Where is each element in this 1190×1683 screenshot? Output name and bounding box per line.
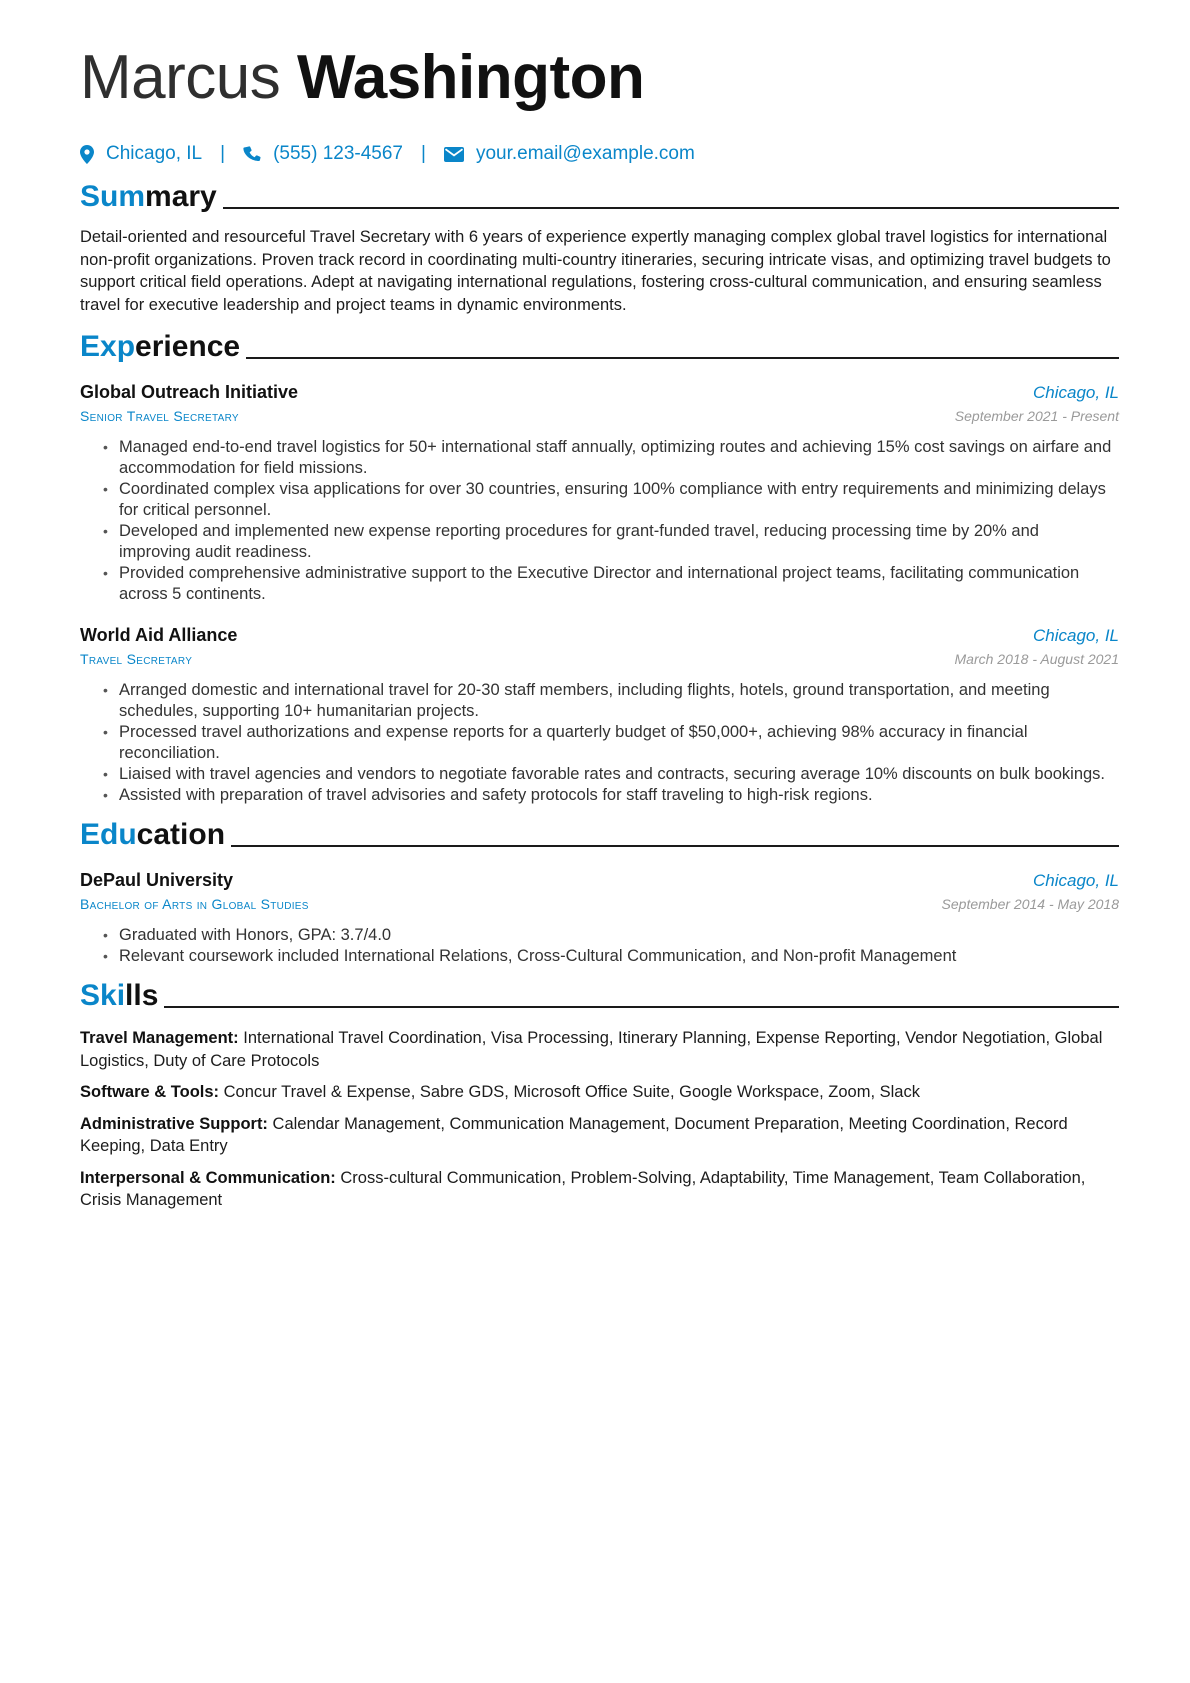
bullet-item: • Provided comprehensive administrative support to the Executive Director and international project teams, facilitating communication across 5 continents. bbox=[119, 563, 1119, 605]
job-location: Chicago, IL bbox=[1033, 626, 1119, 645]
skill-value: Calendar Management, Communication Management, Document Preparation, Meeting Coordination, Record Keeping, Data Entry bbox=[80, 1114, 1068, 1155]
section-title: Skills bbox=[80, 979, 159, 1012]
first-name: Marcus bbox=[80, 43, 281, 112]
skill-label: Interpersonal & Communication: bbox=[80, 1168, 336, 1187]
job-role: Travel Secretary bbox=[80, 651, 193, 667]
location-text: Chicago, IL bbox=[106, 143, 203, 164]
school-location: Chicago, IL bbox=[1033, 871, 1119, 890]
skill-label: Travel Management: bbox=[80, 1029, 239, 1047]
map-marker-icon bbox=[80, 145, 94, 164]
summary-heading bbox=[80, 178, 1119, 216]
education-dates: September 2014 - May 2018 bbox=[941, 896, 1119, 912]
section-rule bbox=[246, 357, 1119, 359]
bullet-item: • Liaised with travel agencies and vendors to negotiate favorable rates and contracts, securing average 10% discounts on bulk bookings. bbox=[119, 764, 1119, 785]
job-dates: September 2021 - Present bbox=[954, 408, 1119, 424]
contact-email[interactable] bbox=[444, 143, 695, 165]
job-bullets bbox=[80, 680, 1119, 806]
bullet-item: • Processed travel authorizations and expense reports for a quarterly budget of $50,000+, achieving 98% accuracy in financial reconciliation. bbox=[119, 722, 1119, 764]
bullet-item: • Developed and implemented new expense reporting procedures for grant-funded travel, reducing processing time by 20% and improving audit readiness. bbox=[119, 521, 1119, 563]
job-organization: World Aid Alliance bbox=[80, 625, 238, 645]
skill-line bbox=[80, 1027, 1119, 1072]
skill-label: Administrative Support: bbox=[80, 1114, 268, 1133]
bullet-item: • Assisted with preparation of travel advisories and safety protocols for staff traveling to high-risk regions. bbox=[119, 785, 1119, 806]
skill-line bbox=[80, 1081, 1119, 1104]
candidate-name bbox=[80, 38, 1119, 118]
bullet-item: • Relevant coursework included International Relations, Cross-Cultural Communication, and Non-profit Management bbox=[119, 946, 1119, 967]
section-title: Education bbox=[80, 818, 226, 851]
skill-label: Software & Tools: bbox=[80, 1083, 220, 1101]
job-role: Senior Travel Secretary bbox=[80, 408, 239, 424]
job-organization: Global Outreach Initiative bbox=[80, 382, 299, 402]
bullet-item: • Graduated with Honors, GPA: 3.7/4.0 bbox=[119, 925, 1119, 946]
education-bullets bbox=[80, 925, 1119, 967]
section-rule bbox=[164, 1006, 1119, 1008]
skill-value: Concur Travel & Expense, Sabre GDS, Microsoft Office Suite, Google Workspace, Zoom, Slack bbox=[223, 1083, 920, 1101]
bullet-item: • Managed end-to-end travel logistics for 50+ international staff annually, optimizing routes and achieving 15% cost savings on airfare and accommodation for field missions. bbox=[119, 437, 1119, 479]
section-rule bbox=[231, 845, 1119, 847]
degree: Bachelor of Arts in Global Studies bbox=[80, 896, 309, 912]
skill-value: Cross-cultural Communication, Problem-Solving, Adaptability, Time Management, Team Collaboration, Crisis Management bbox=[80, 1168, 1086, 1209]
phone-icon bbox=[243, 145, 261, 163]
skill-line bbox=[80, 1113, 1119, 1158]
contact-separator: | bbox=[421, 143, 426, 164]
job-location: Chicago, IL bbox=[1033, 383, 1119, 402]
skills-heading bbox=[80, 977, 1119, 1015]
bullet-item: • Arranged domestic and international travel for 20-30 staff members, including flights, hotels, ground transportation, and meeting schedules, supporting 10+ humanitarian projects. bbox=[119, 680, 1119, 722]
section-title: Summary bbox=[80, 180, 217, 213]
school-name: DePaul University bbox=[80, 870, 234, 890]
summary-text: Detail-oriented and resourceful Travel Secretary with 6 years of experience expertly managing complex global travel logistics for international non-profit organizations. Proven track record in coordinating multi-country itineraries, securing intricate visas, and optimizing travel budgets to support critical field operations. Adept at navigating international regulations, fostering cross-cultural communication, and ensuring seamless travel for executive leadership and project teams in dynamic environments. bbox=[80, 228, 1111, 314]
last-name: Washington bbox=[297, 43, 645, 112]
experience-heading bbox=[80, 328, 1119, 366]
job-entry bbox=[80, 380, 1119, 605]
section-title: Experience bbox=[80, 330, 241, 363]
job-bullets bbox=[80, 437, 1119, 605]
job-dates: March 2018 - August 2021 bbox=[954, 651, 1119, 667]
skill-value: International Travel Coordination, Visa Processing, Itinerary Planning, Expense Reporting, Vendor Negotiation, Global Logistics, Duty of Care Protocols bbox=[80, 1029, 1103, 1070]
contact-location bbox=[80, 143, 202, 165]
section-rule bbox=[223, 207, 1119, 209]
contact-separator: | bbox=[220, 143, 226, 164]
education-heading bbox=[80, 816, 1119, 854]
education-entry bbox=[80, 868, 1119, 967]
job-entry bbox=[80, 623, 1119, 806]
skill-line bbox=[80, 1167, 1119, 1212]
bullet-item: • Coordinated complex visa applications for over 30 countries, ensuring 100% compliance with entry requirements and minimizing delays for critical personnel. bbox=[119, 479, 1119, 521]
envelope-icon bbox=[444, 147, 464, 162]
email-link[interactable]: your.email@example.com bbox=[475, 143, 695, 164]
contact-line bbox=[80, 140, 1119, 168]
phone-text: (555) 123-4567 bbox=[273, 143, 403, 164]
contact-phone[interactable] bbox=[243, 143, 403, 165]
